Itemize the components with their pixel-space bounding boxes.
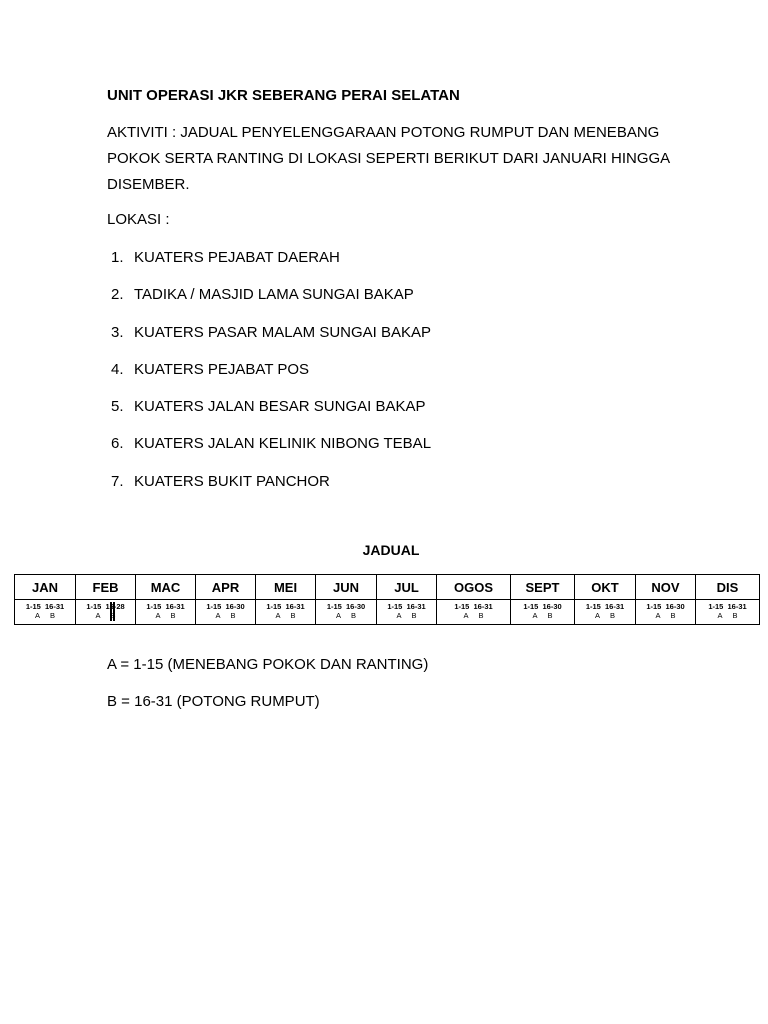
- period-cell: [15, 600, 76, 625]
- location-name: KUATERS JALAN KELINIK NIBONG TEBAL: [134, 435, 432, 453]
- activity-description: [107, 120, 707, 198]
- period-labels: A B: [532, 611, 553, 620]
- period-range: 1-15 16-31: [585, 602, 625, 611]
- period-range: 1-15 16-31: [25, 602, 65, 611]
- location-number: 1.: [111, 249, 124, 266]
- month-header: DIS: [696, 575, 760, 600]
- period-range: 1-15 16-30: [326, 602, 366, 611]
- month-header: OGOS: [437, 575, 511, 600]
- month-header: SEPT: [511, 575, 575, 600]
- period-labels: A B: [95, 611, 116, 620]
- location-name: KUATERS PEJABAT POS: [134, 360, 310, 378]
- month-header: MAC: [136, 575, 196, 600]
- month-header: JAN: [15, 575, 76, 600]
- period-labels: A B: [594, 611, 615, 620]
- period-labels: A B: [655, 611, 676, 620]
- period-range: 1-15 16-30: [646, 602, 685, 611]
- location-list: [111, 249, 431, 510]
- period-cell: [511, 600, 575, 625]
- location-number: 4.: [111, 360, 124, 378]
- period-range: 1-15 16-28: [86, 602, 125, 611]
- location-number: 3.: [111, 323, 124, 341]
- month-header: JUL: [377, 575, 437, 600]
- location-label: LOKASI :: [107, 211, 170, 228]
- period-cell: [196, 600, 256, 625]
- month-header: OKT: [575, 575, 636, 600]
- location-name: KUATERS JALAN BESAR SUNGAI BAKAP: [134, 398, 426, 416]
- period-labels: A B: [463, 611, 484, 620]
- location-name: TADIKA / MASJID LAMA SUNGAI BAKAP: [134, 286, 414, 304]
- period-labels: A B: [215, 611, 236, 620]
- month-header: APR: [196, 575, 256, 600]
- period-cell: [136, 600, 196, 625]
- period-cell: [316, 600, 377, 625]
- period-cell: [377, 600, 437, 625]
- location-number: 5.: [111, 398, 124, 416]
- location-name: KUATERS BUKIT PANCHOR: [134, 472, 330, 490]
- period-cell: [575, 600, 636, 625]
- period-range: 1-15 16-31: [454, 602, 493, 611]
- period-cell: [76, 600, 136, 625]
- period-range: 1-15 16-30: [206, 602, 245, 611]
- schedule-title: JADUAL: [362, 542, 420, 558]
- period-range: 1-15 16-31: [708, 602, 747, 611]
- location-number: 7.: [111, 472, 124, 490]
- location-number: 6.: [111, 435, 124, 453]
- period-range: 1-15 16-30: [523, 602, 562, 611]
- month-header: JUN: [316, 575, 377, 600]
- period-cell: [256, 600, 316, 625]
- period-cell: [636, 600, 696, 625]
- legend-a: A = 1-15 (MENEBANG POKOK DAN RANTING): [107, 656, 429, 673]
- period-labels: A B: [396, 611, 417, 620]
- month-header-row: [15, 575, 760, 600]
- location-item: [111, 361, 431, 398]
- period-cell: [696, 600, 760, 625]
- location-item: [111, 398, 431, 435]
- document-title: UNIT OPERASI JKR SEBERANG PERAI SELATAN: [107, 87, 460, 104]
- activity-line: AKTIVITI : JADUAL PENYELENGGARAAN POTONG RUMPUT DAN MENEBANG: [107, 124, 660, 141]
- schedule-table: [14, 574, 760, 625]
- month-header: MEI: [256, 575, 316, 600]
- text-cursor-marker: [110, 602, 115, 621]
- location-item: [111, 249, 431, 286]
- period-labels: A B: [717, 611, 738, 620]
- period-range: 1-15 16-31: [146, 602, 185, 611]
- period-labels: A B: [155, 611, 176, 620]
- period-labels: A B: [275, 611, 296, 620]
- period-labels: A B: [34, 611, 55, 620]
- activity-line: DISEMBER.: [107, 176, 190, 193]
- month-header: NOV: [636, 575, 696, 600]
- location-item: [111, 324, 431, 361]
- location-name: KUATERS PASAR MALAM SUNGAI BAKAP: [134, 323, 432, 341]
- location-name: KUATERS PEJABAT DAERAH: [134, 249, 340, 266]
- period-row: [15, 600, 760, 625]
- location-item: [111, 286, 431, 323]
- location-item: [111, 473, 431, 510]
- period-range: 1-15 16-31: [387, 602, 426, 611]
- period-labels: A B: [335, 611, 356, 620]
- period-cell: [437, 600, 511, 625]
- location-item: [111, 435, 431, 472]
- location-number: 2.: [111, 286, 124, 304]
- activity-line: POKOK SERTA RANTING DI LOKASI SEPERTI BERIKUT DARI JANUARI HINGGA: [107, 150, 671, 167]
- legend-b: B = 16-31 (POTONG RUMPUT): [107, 693, 320, 710]
- month-header: FEB: [76, 575, 136, 600]
- period-range: 1-15 16-31: [266, 602, 305, 611]
